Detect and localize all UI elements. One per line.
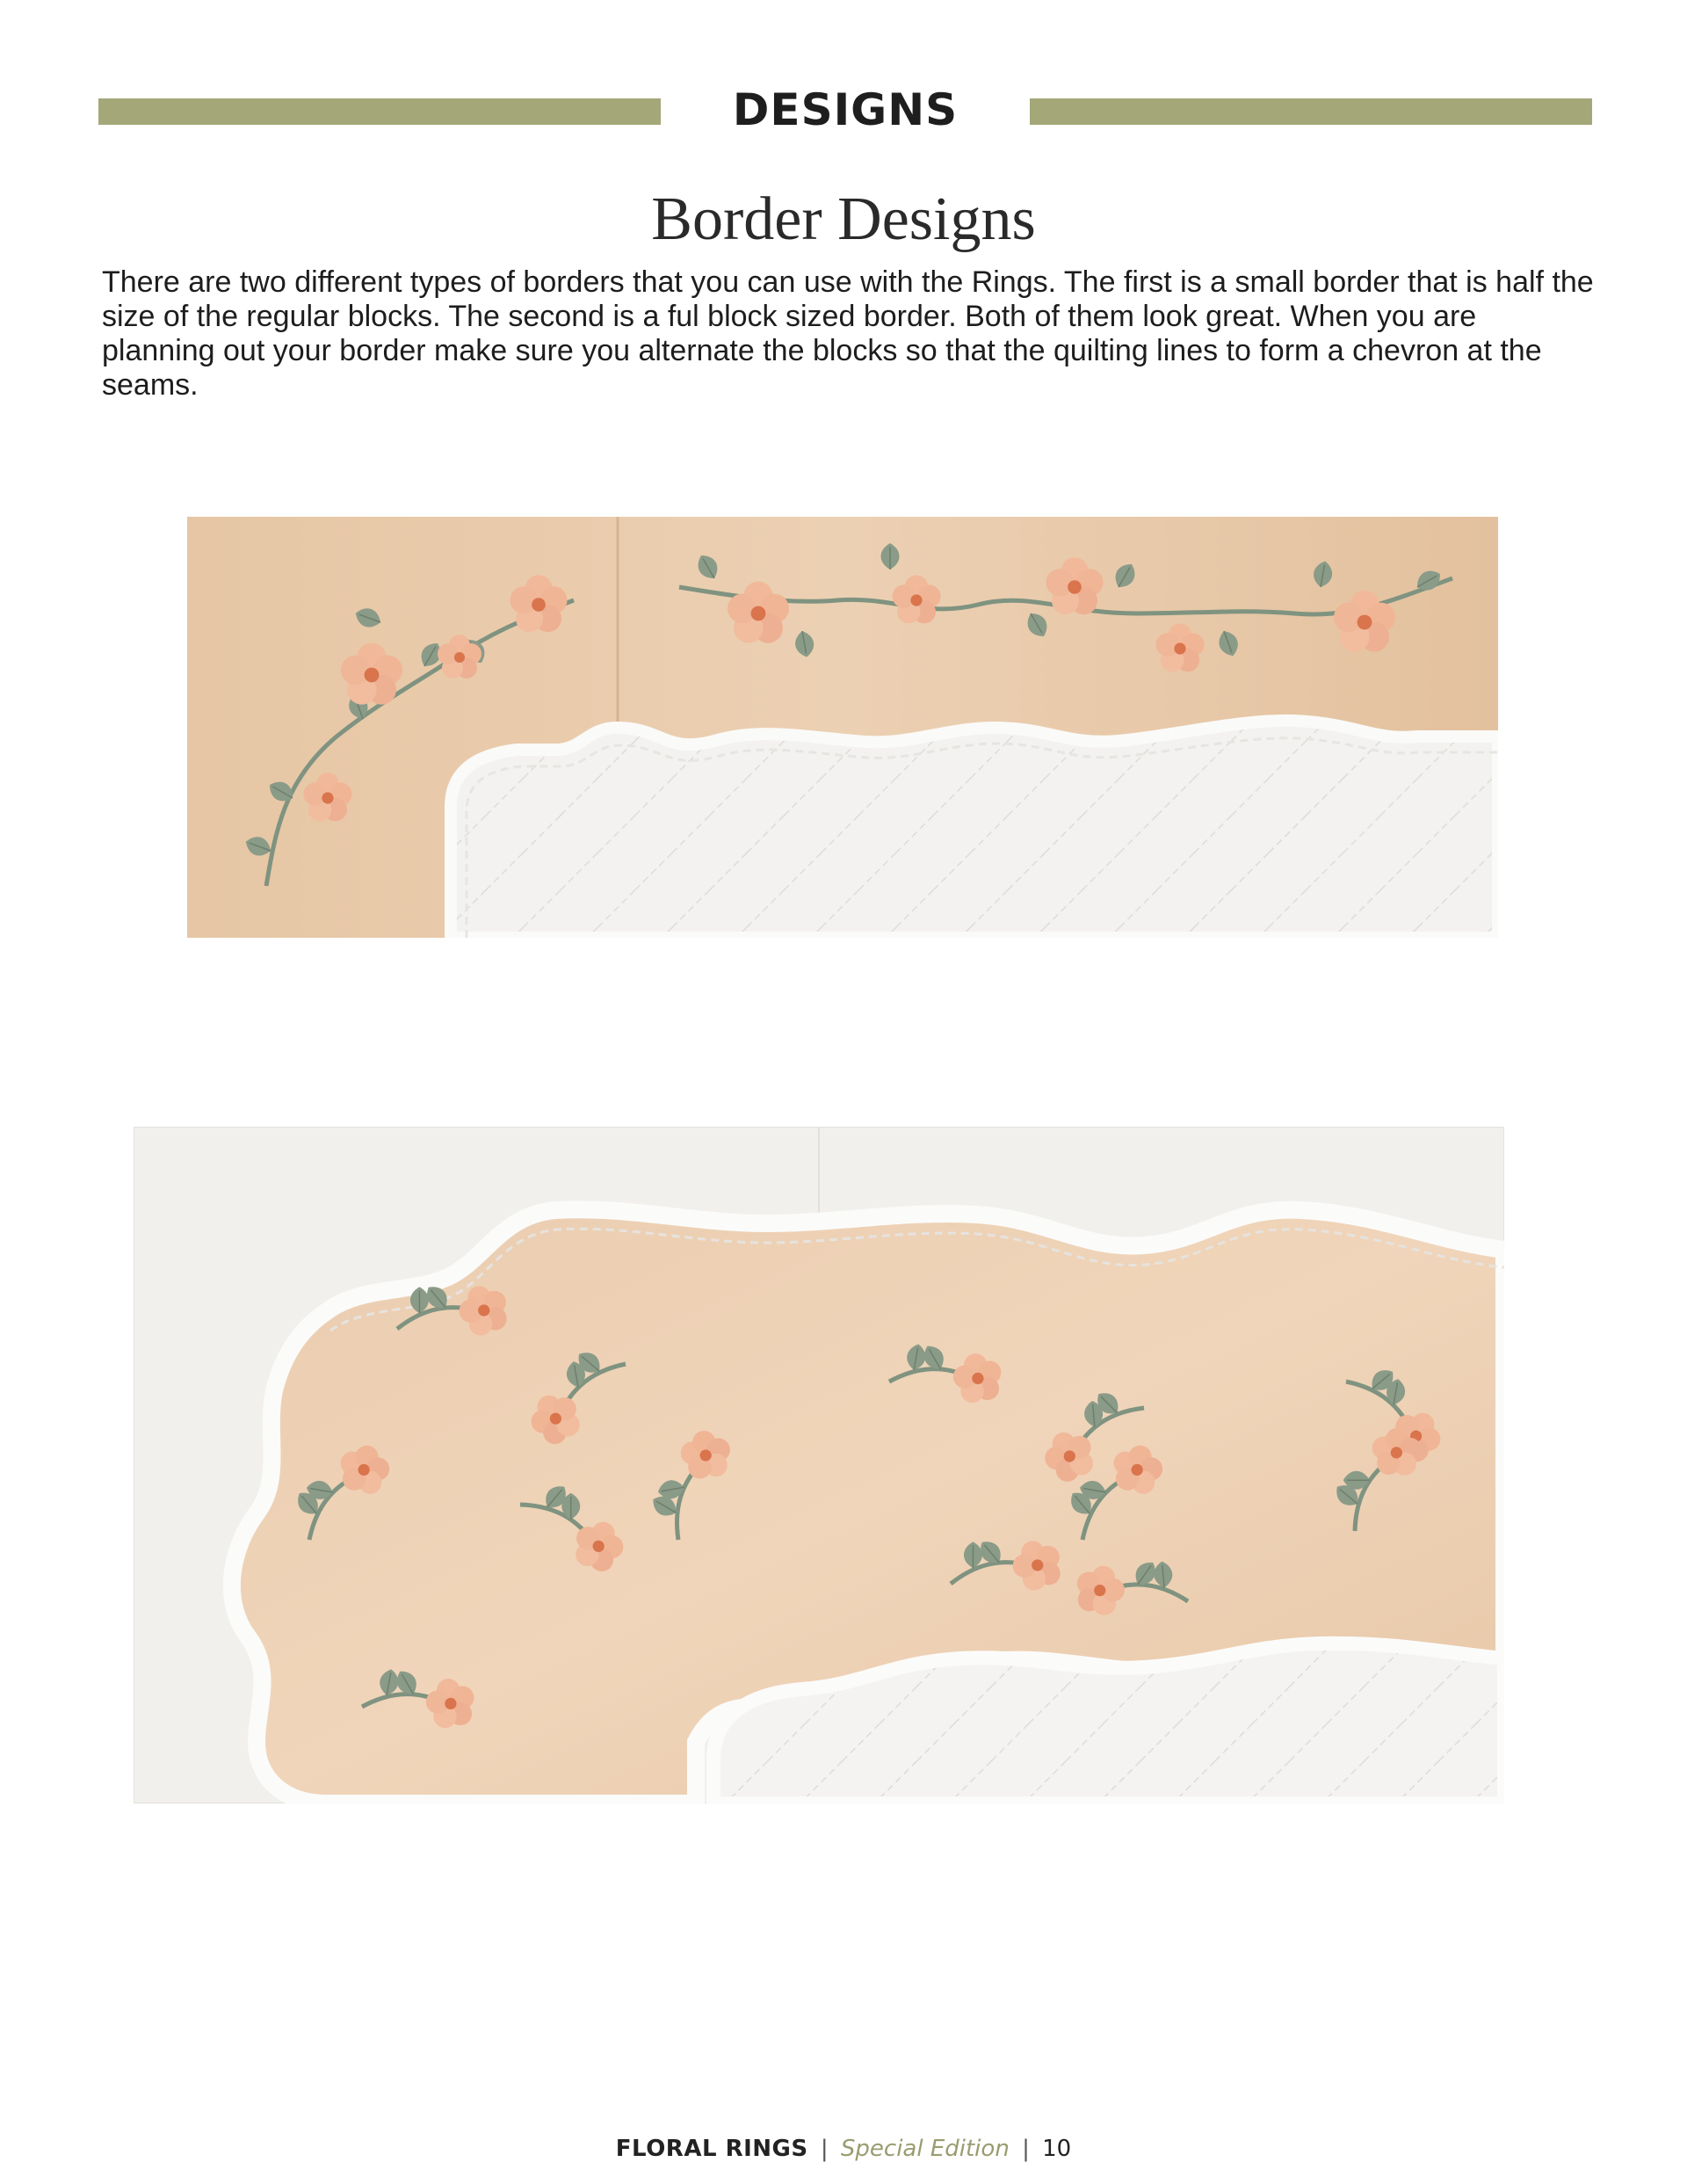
full-block-border-photo: [134, 1127, 1504, 1803]
footer-separator-1: |: [820, 2136, 829, 2162]
footer-edition: Special Edition: [840, 2136, 1010, 2162]
page-number: 10: [1042, 2136, 1072, 2162]
small-border-photo: [187, 517, 1498, 938]
footer-separator-2: |: [1022, 2136, 1030, 2162]
header-rule-right: [1030, 98, 1592, 125]
footer: [0, 2136, 1687, 2162]
intro-paragraph: There are two different types of borders that you can use with the Rings. The first is a small border that is half the size of the regular blocks. The second is a ful block sized border. Both of them look great. When you are planning out your border make sure you alternate the blocks so that the quilting lines to form a chevron at the seams.: [102, 265, 1594, 402]
section-label: DESIGNS: [732, 84, 959, 135]
header-rule-left: [98, 98, 661, 125]
page-title: Border Designs: [651, 185, 1036, 253]
footer-title: FLORAL RINGS: [615, 2136, 808, 2162]
